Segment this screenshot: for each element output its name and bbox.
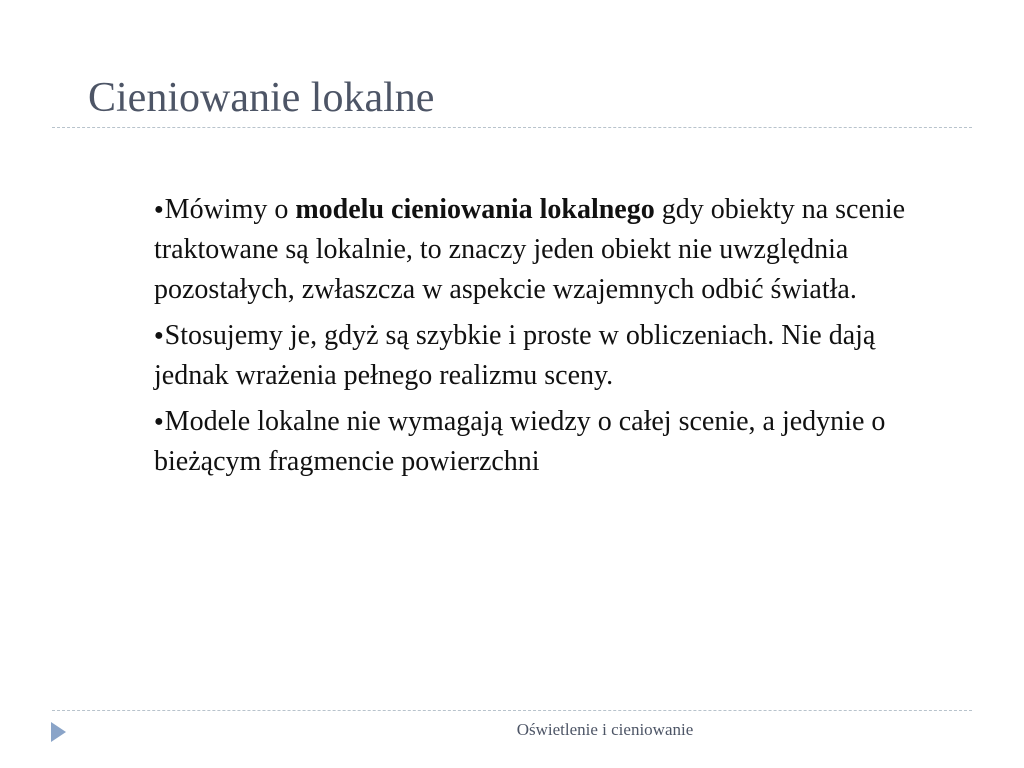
- bullet-dot-icon: ●: [154, 413, 164, 430]
- bullet-text-after: gdy obiekty na scenie traktowane są lokalnie, to znaczy jeden obiekt nie uwzględnia pozostałych, zwłaszcza w aspekcie wzajemnych odbić światła.: [154, 194, 906, 305]
- bullet-text-before: Mówimy o: [164, 194, 296, 225]
- bullet-text: Stosujemy je, gdyż są szybkie i proste w obliczeniach. Nie dają jednak wrażenia pełnego realizmu sceny.: [154, 320, 876, 391]
- bullet-dot-icon: ●: [154, 201, 164, 218]
- footer-title: Oświetlenie i cieniowanie: [516, 720, 694, 739]
- triangle-right-icon: [51, 722, 66, 742]
- title-divider: [52, 127, 972, 128]
- bullet-item: [154, 402, 944, 482]
- bullet-bold-term: modelu cieniowania lokalnego: [295, 194, 655, 225]
- bullet-item: [154, 316, 944, 396]
- bullet-dot-icon: ●: [154, 327, 164, 344]
- slide-title: Cieniowanie lokalne: [88, 75, 435, 121]
- bullet-list: [154, 190, 944, 488]
- bullet-text: Modele lokalne nie wymagają wiedzy o całej scenie, a jedynie o bieżącym fragmencie powierzchni: [154, 406, 886, 477]
- footer-divider: [52, 710, 972, 711]
- bullet-item: [154, 190, 944, 310]
